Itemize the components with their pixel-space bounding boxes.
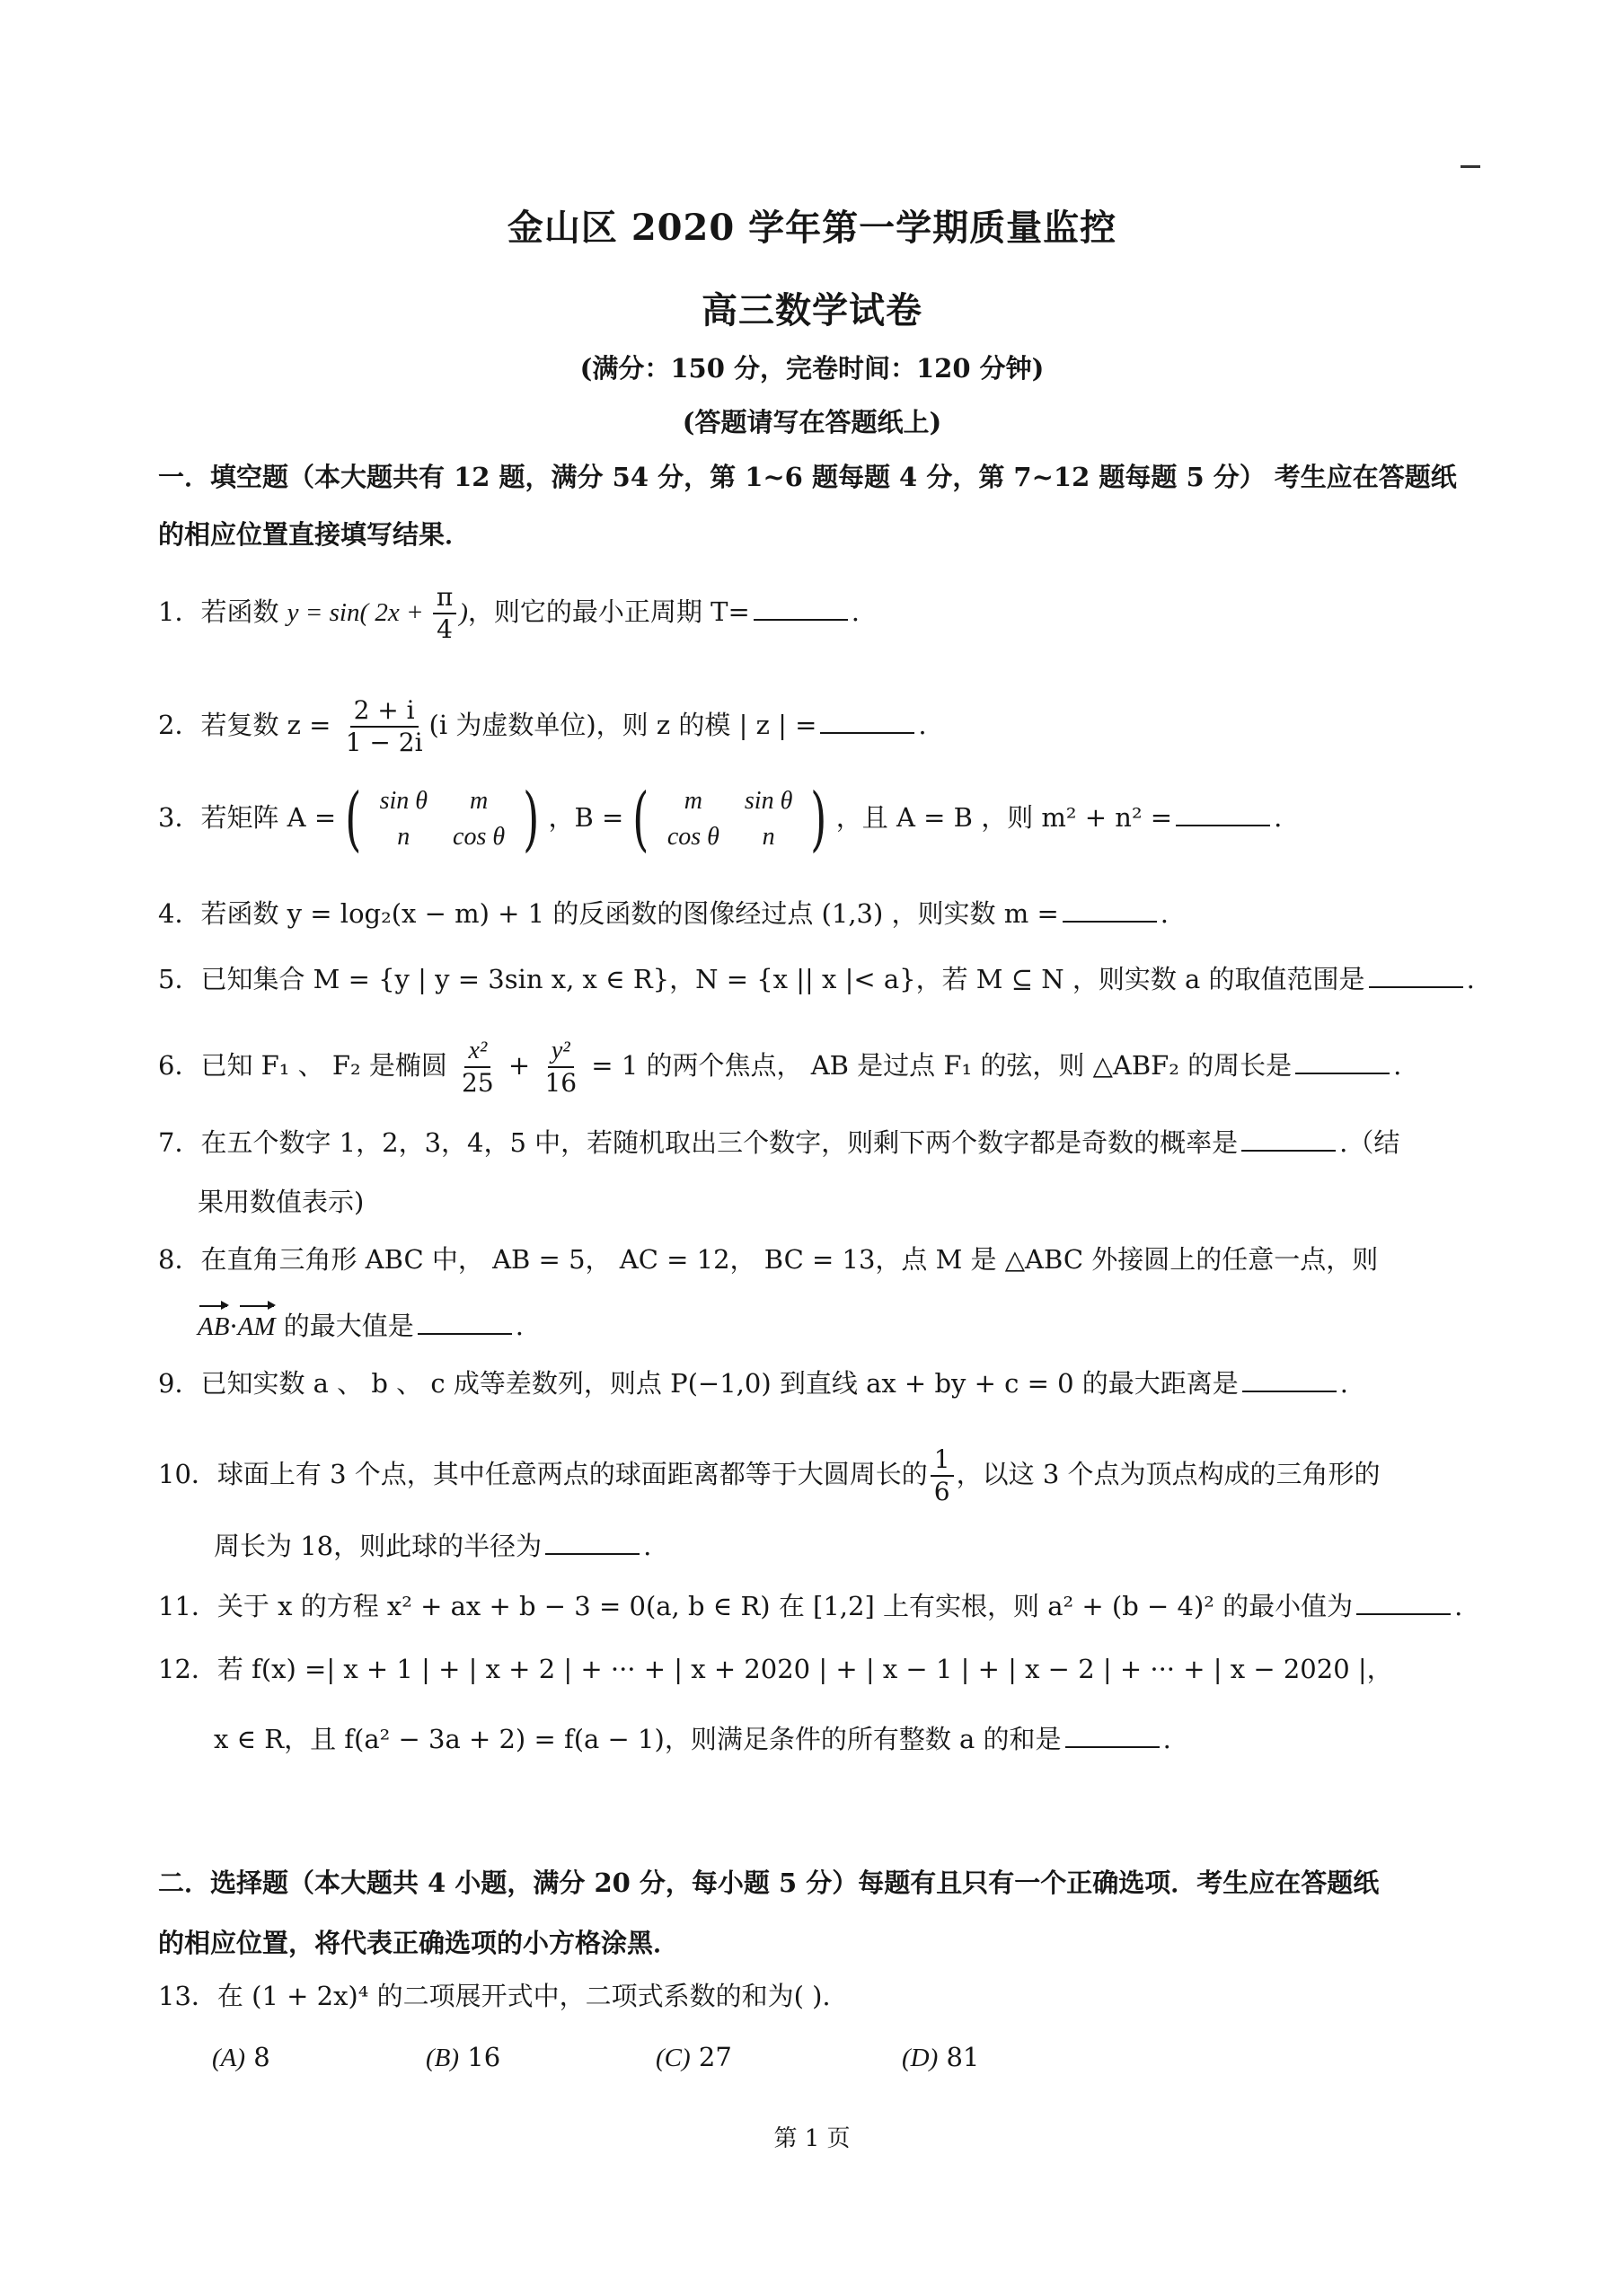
option-label: (B) bbox=[426, 2044, 460, 2072]
question-text: 已知 F₁ 、 F₂ 是椭圆 bbox=[200, 1050, 456, 1081]
answer-blank bbox=[1356, 1590, 1451, 1615]
question-13 bbox=[158, 1978, 831, 2014]
question-number: 12． bbox=[158, 1654, 217, 1684]
matrix-cell: m bbox=[684, 787, 702, 815]
question-text: 若矩阵 A = bbox=[200, 802, 337, 833]
fraction bbox=[458, 1036, 498, 1099]
matrix-a: ( sin θ m n cos θ ) bbox=[345, 779, 540, 860]
question-text: 若函数 bbox=[200, 596, 287, 627]
fraction-numerator: x² bbox=[464, 1036, 490, 1068]
matrix-cell: sin θ bbox=[379, 787, 428, 815]
period: . bbox=[1339, 1368, 1348, 1399]
math-expr: y = sin( 2x + bbox=[287, 598, 430, 627]
period: . bbox=[1466, 964, 1475, 994]
question-8 bbox=[158, 1241, 1378, 1277]
answer-blank bbox=[1369, 963, 1463, 988]
question-number: 6． bbox=[158, 1050, 201, 1081]
option-a bbox=[212, 2039, 270, 2076]
question-text: 已知集合 M = {y | y = 3sin x, x ∈ R}，N = {x || x |< a}，若 M ⊆ N ，则实数 a 的取值范围是 bbox=[200, 964, 1365, 994]
fraction-denominator: 25 bbox=[462, 1068, 494, 1098]
answer-blank bbox=[545, 1530, 640, 1555]
question-number: 7． bbox=[158, 1127, 201, 1158]
option-label: (A) bbox=[212, 2044, 246, 2072]
section1-heading-line1: 一．填空题（本大题共有 12 题，满分 54 分，第 1~6 题每题 4 分，第 7~12 题每题 5 分） 考生应在答题纸 bbox=[158, 462, 1457, 492]
question-12-line2 bbox=[214, 1721, 1171, 1757]
matrix-cell: cos θ bbox=[666, 823, 719, 851]
vector-am: AM bbox=[238, 1309, 276, 1345]
period: . bbox=[918, 710, 927, 740]
question-number: 3． bbox=[158, 802, 201, 833]
matrix-b: ( m sin θ cos θ n ) bbox=[632, 779, 827, 860]
question-11 bbox=[158, 1588, 1462, 1624]
fraction-numerator: y² bbox=[548, 1036, 574, 1068]
fraction-numerator: π bbox=[433, 582, 456, 614]
option-value: 8 bbox=[253, 2042, 270, 2072]
vector-ab: AB bbox=[198, 1309, 229, 1345]
question-text: (i 为虚数单位)，则 z 的模 | z | = bbox=[428, 710, 817, 740]
question-text: ，则它的最小正周期 T= bbox=[467, 596, 750, 627]
corner-mark bbox=[1461, 165, 1480, 168]
answer-blank bbox=[418, 1310, 512, 1335]
section1-heading-line2: 的相应位置直接填写结果． bbox=[158, 519, 472, 550]
fraction bbox=[433, 582, 456, 645]
question-3 bbox=[158, 779, 1283, 860]
answer-blank bbox=[1063, 897, 1157, 923]
option-c bbox=[656, 2039, 732, 2076]
question-1 bbox=[158, 582, 860, 645]
answer-blank bbox=[1295, 1049, 1390, 1074]
exam-subtitle: 高三数学试卷 bbox=[702, 289, 922, 331]
fraction-denominator: 6 bbox=[933, 1477, 950, 1506]
period: . bbox=[643, 1531, 652, 1561]
question-number: 13． bbox=[158, 1981, 217, 2011]
option-value: 16 bbox=[467, 2042, 501, 2072]
option-value: 27 bbox=[698, 2042, 732, 2072]
fraction-denominator: 1 − 2i bbox=[345, 728, 423, 757]
option-value: 81 bbox=[946, 2042, 980, 2072]
question-number: 2． bbox=[158, 710, 201, 740]
fraction bbox=[541, 1036, 580, 1099]
answer-blank bbox=[1065, 1723, 1160, 1748]
question-text: ，且 A = B ，则 m² + n² = bbox=[835, 802, 1173, 833]
question-text: ，B = bbox=[548, 802, 624, 833]
question-text: 周长为 18，则此球的半径为 bbox=[214, 1531, 543, 1561]
question-text: x ∈ R，且 f(a² − 3a + 2) = f(a − 1)，则满足条件的所有整数 a 的和是 bbox=[214, 1724, 1062, 1754]
option-label: (D) bbox=[902, 2044, 939, 2072]
matrix-cell: n bbox=[397, 823, 410, 851]
question-10 bbox=[158, 1444, 1381, 1507]
question-text: 已知实数 a 、 b 、 c 成等差数列，则点 P(−1,0) 到直线 ax + by + c = 0 的最大距离是 bbox=[200, 1368, 1239, 1399]
answer-blank bbox=[1242, 1367, 1337, 1392]
question-10-line2 bbox=[214, 1528, 651, 1564]
period: . bbox=[1160, 898, 1169, 929]
question-number: 8． bbox=[158, 1244, 201, 1275]
answer-blank bbox=[820, 709, 914, 734]
question-number: 4． bbox=[158, 898, 201, 929]
question-number: 11． bbox=[158, 1591, 217, 1621]
question-text: 若复数 z = bbox=[200, 710, 340, 740]
question-number: 5． bbox=[158, 964, 201, 994]
section2-heading-line2: 的相应位置，将代表正确选项的小方格涂黑． bbox=[158, 1928, 680, 1958]
plus-sign: + bbox=[499, 1050, 539, 1081]
question-text: ，以这 3 个点为顶点构成的三角形的 bbox=[956, 1459, 1381, 1489]
question-9 bbox=[158, 1365, 1348, 1401]
period: . bbox=[515, 1311, 524, 1341]
option-b bbox=[426, 2039, 500, 2076]
question-number: 1． bbox=[158, 596, 201, 627]
fraction-denominator: 4 bbox=[437, 614, 453, 644]
dot-product-sign: · bbox=[229, 1311, 238, 1341]
answer-blank bbox=[1241, 1126, 1336, 1152]
period: . bbox=[851, 596, 860, 627]
answer-sheet-note: (答题请写在答题纸上) bbox=[682, 407, 942, 437]
question-text: 在直角三角形 ABC 中， AB = 5， AC = 12， BC = 13，点 M 是 △ABC 外接圆上的任意一点，则 bbox=[200, 1244, 1379, 1275]
matrix-cell: cos θ bbox=[453, 823, 506, 851]
fraction bbox=[342, 695, 427, 758]
question-number: 10． bbox=[158, 1459, 217, 1489]
question-7 bbox=[158, 1125, 1399, 1161]
period: . bbox=[1393, 1050, 1402, 1081]
fraction-numerator: 2 + i bbox=[350, 695, 419, 728]
question-8-line2 bbox=[198, 1308, 524, 1345]
question-4 bbox=[158, 896, 1169, 932]
question-text: 在 (1 + 2x)⁴ 的二项展开式中，二项式系数的和为( ). bbox=[216, 1981, 831, 2011]
question-text: 在五个数字 1，2，3，4，5 中，若随机取出三个数字，则剩下两个数字都是奇数的概率是 bbox=[200, 1127, 1239, 1158]
question-text: = 1 的两个焦点， AB 是过点 F₁ 的弦，则 △ABF₂ 的周长是 bbox=[583, 1050, 1293, 1081]
question-text: 球面上有 3 个点，其中任意两点的球面距离都等于大圆周长的 bbox=[216, 1459, 928, 1489]
option-label: (C) bbox=[656, 2044, 691, 2072]
section2-heading-line1: 二．选择题（本大题共 4 小题，满分 20 分，每小题 5 分）每题有且只有一个正确选项．考生应在答题纸 bbox=[158, 1868, 1380, 1898]
answer-blank bbox=[1176, 801, 1270, 826]
matrix-cell: n bbox=[762, 823, 775, 851]
score-time-info: (满分：150 分，完卷时间：120 分钟) bbox=[579, 353, 1045, 384]
question-5 bbox=[158, 961, 1475, 997]
page-number: 第 1 页 bbox=[773, 2125, 851, 2152]
math-expr: ) bbox=[459, 598, 468, 627]
fraction-denominator: 16 bbox=[544, 1068, 578, 1098]
period: . bbox=[1162, 1724, 1171, 1754]
question-text: 若函数 y = log₂(x − m) + 1 的反函数的图像经过点 (1,3) ，则实数 m = bbox=[200, 898, 1059, 929]
question-text: .（结 bbox=[1339, 1127, 1400, 1158]
answer-blank bbox=[754, 596, 848, 621]
question-number: 9． bbox=[158, 1368, 201, 1399]
question-7-line2: 果用数值表示) bbox=[198, 1187, 365, 1217]
exam-title: 金山区 2020 学年第一学期质量监控 bbox=[507, 207, 1117, 249]
option-d bbox=[902, 2039, 979, 2076]
question-text: 的最大值是 bbox=[275, 1311, 414, 1341]
fraction bbox=[931, 1444, 954, 1507]
question-text: 若 f(x) =| x + 1 | + | x + 2 | + ··· + | x + 2020 | + | x − 1 | + | x − 2 | + ··· + | x − 2020 |， bbox=[216, 1654, 1393, 1684]
fraction-numerator: 1 bbox=[931, 1444, 954, 1477]
question-text: 关于 x 的方程 x² + ax + b − 3 = 0(a, b ∈ R) 在 [1,2] 上有实根，则 a² + (b − 4)² 的最小值为 bbox=[216, 1591, 1354, 1621]
matrix-cell: sin θ bbox=[744, 787, 793, 815]
period: . bbox=[1274, 802, 1283, 833]
question-6 bbox=[158, 1036, 1401, 1099]
period: . bbox=[1454, 1591, 1463, 1621]
question-2 bbox=[158, 695, 927, 758]
matrix-cell: m bbox=[469, 787, 489, 815]
question-12 bbox=[158, 1651, 1393, 1687]
